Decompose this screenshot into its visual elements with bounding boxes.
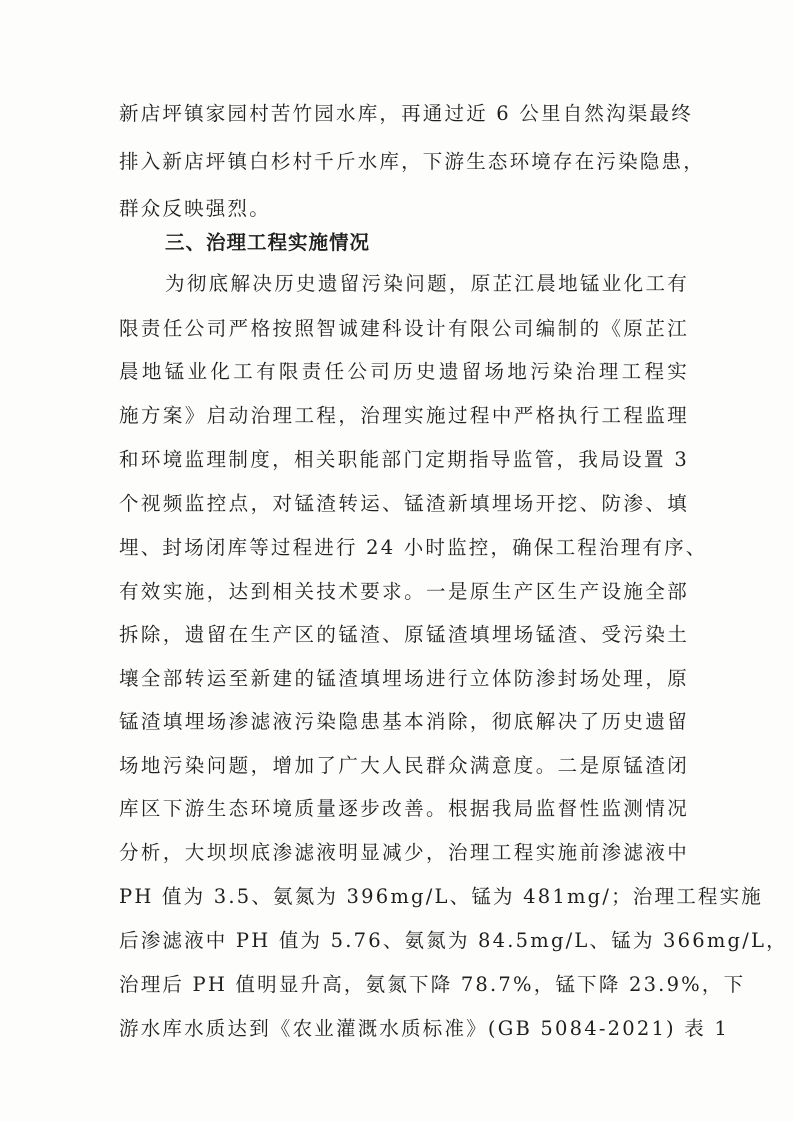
body-text-line: 埋、封场闭库等过程进行 24 小时监控，确保工程治理有序、 [119, 536, 708, 559]
body-text-line: 个视频监控点，对锰渣转运、锰渣新填埋场开挖、防渗、填 [119, 492, 689, 515]
body-text-line: 壤全部转运至新建的锰渣填埋场进行立体防渗封场处理，原 [119, 667, 689, 690]
section-heading: 三、治理工程实施情况 [165, 231, 371, 254]
body-text-line: 晨地锰业化工有限责任公司历史遗留场地污染治理工程实 [119, 360, 689, 383]
body-text-line: 锰渣填埋场渗滤液污染隐患基本消除，彻底解决了历史遗留 [119, 710, 689, 733]
body-text-line: 有效实施，达到相关技术要求。一是原生产区生产设施全部 [119, 580, 689, 603]
body-text-line: 拆除，遗留在生产区的锰渣、原锰渣填埋场锰渣、受污染土 [119, 623, 689, 646]
body-text-line: 治理后 PH 值明显升高，氨氮下降 78.7%，锰下降 23.9%，下 [119, 973, 746, 996]
body-text-line: 场地污染问题，增加了广大人民群众满意度。二是原锰渣闭 [119, 754, 689, 777]
body-text-line: 限责任公司严格按照智诚建科设计有限公司编制的《原芷江 [119, 317, 689, 340]
body-text-line: 和环境监理制度，相关职能部门定期指导监管，我局设置 3 [119, 448, 689, 471]
body-text-line: 排入新店坪镇白杉村千斤水库，下游生态环境存在污染隐患， [119, 150, 705, 173]
body-text-line: 游水库水质达到《农业灌溉水质标准》(GB 5084-2021) 表 1 [119, 1017, 729, 1040]
body-text-line: 分析，大坝坝底渗滤液明显减少，治理工程实施前渗滤液中 [119, 841, 689, 864]
body-text-line: PH 值为 3.5、氨氮为 396mg/L、锰为 481mg/；治理工程实施 [119, 885, 764, 908]
body-text-line: 新店坪镇家园村苦竹园水库，再通过近 6 公里自然沟渠最终 [119, 102, 693, 125]
body-text-line: 为彻底解决历史遗留污染问题，原芷江晨地锰业化工有 [165, 272, 689, 295]
body-text-line: 库区下游生态环境质量逐步改善。根据我局监督性监测情况 [119, 797, 689, 820]
body-text-line: 群众反映强烈。 [119, 197, 271, 220]
body-text-line: 后渗滤液中 PH 值为 5.76、氨氮为 84.5mg/L、锰为 366mg/L， [119, 929, 788, 952]
body-text-line: 施方案》启动治理工程，治理实施过程中严格执行工程监理 [119, 404, 689, 427]
